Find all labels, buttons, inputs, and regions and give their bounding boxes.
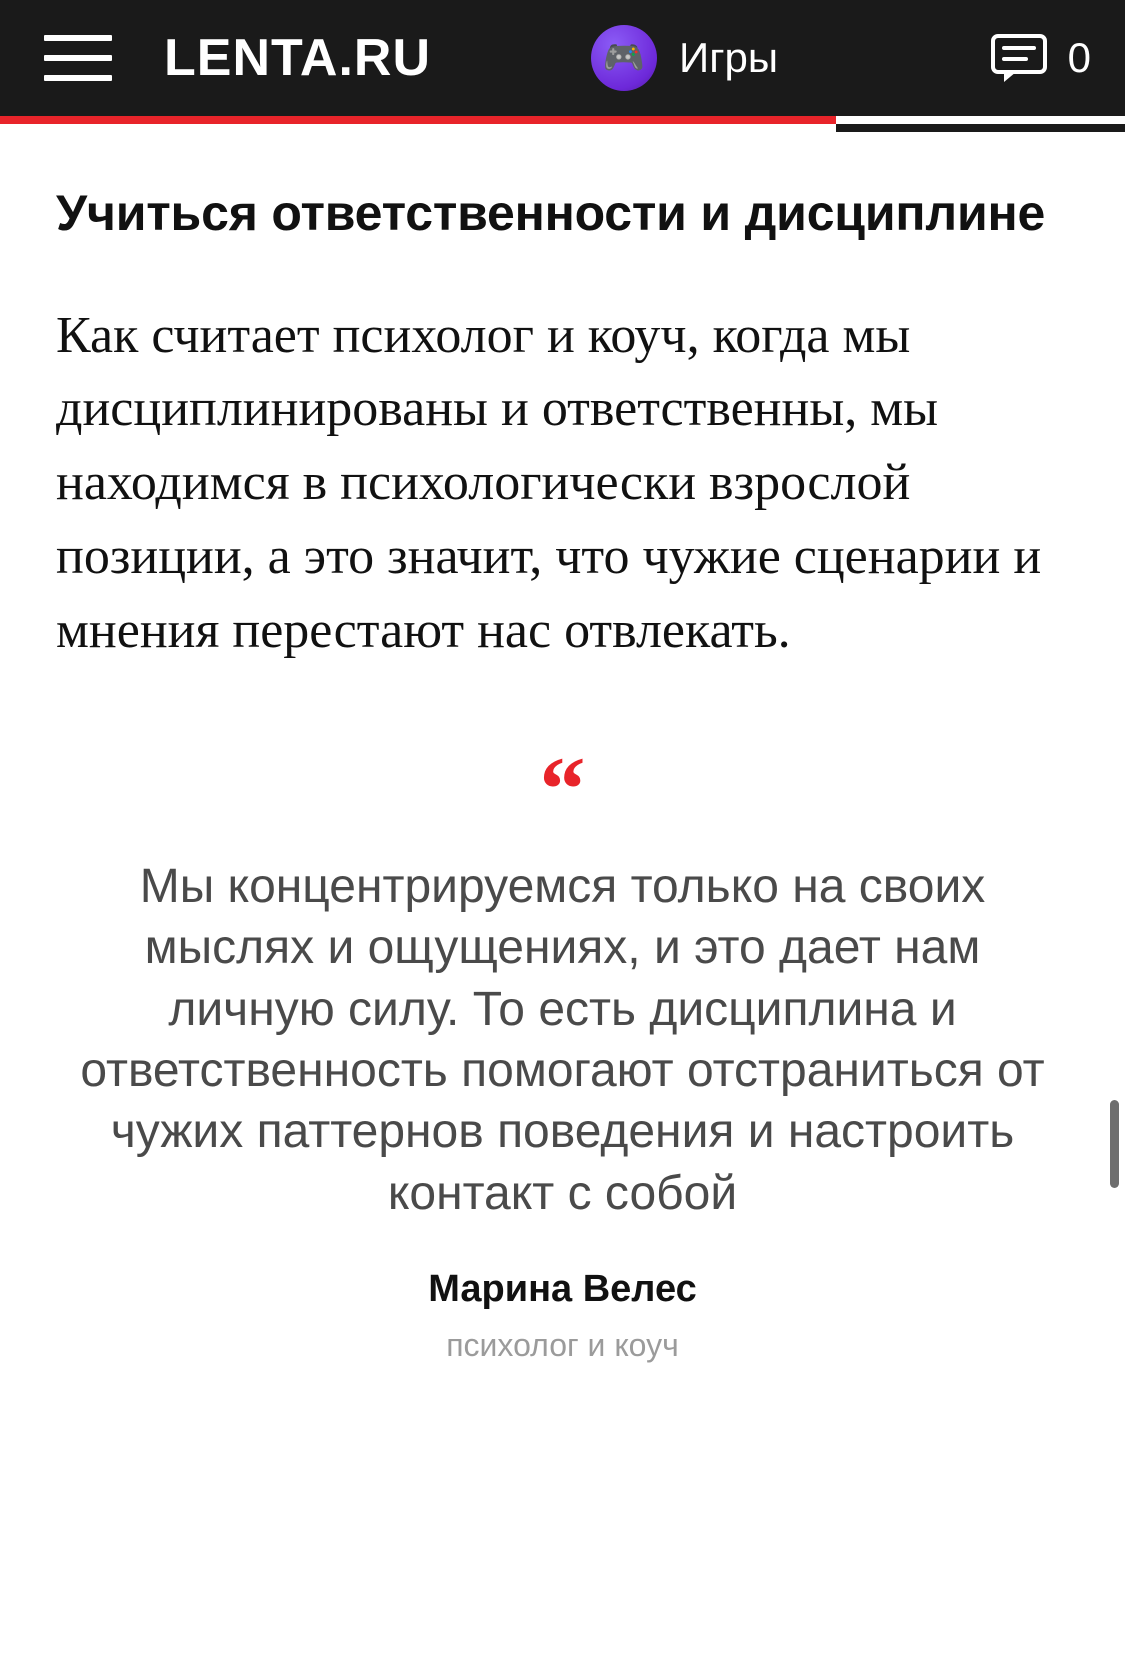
pull-quote	[56, 737, 1069, 1365]
article-paragraph: Как считает психолог и коуч, когда мы дисциплинированы и ответственны, мы находимся в психологически взрослой позиции, а это значит, что чужие сценарии и мнения перестают нас отвлекать.	[56, 306, 1042, 659]
quote-author: Марина Велес	[428, 1268, 697, 1311]
comment-bubble-icon	[990, 33, 1048, 83]
site-header-region	[0, 0, 1125, 124]
quote-author-role: психолог и коуч	[446, 1327, 679, 1364]
games-link-label: Игры	[679, 34, 779, 81]
hamburger-bar	[44, 35, 112, 41]
quote-text: Мы концентрируемся только на своих мыслях и ощущениях, и это дает нам личную силу. То есть дисциплина и ответственность помогают отстраниться от чужих паттернов поведения и настроить контакт с собой	[80, 859, 1045, 1220]
games-link[interactable]	[591, 25, 778, 91]
article-content	[0, 124, 1125, 1364]
site-logo[interactable]: LENTA.RU	[164, 29, 432, 87]
header-underline-remainder	[836, 124, 1125, 132]
hamburger-menu-icon[interactable]	[44, 35, 112, 81]
game-controller-icon	[591, 25, 657, 91]
game-controller-glyph: 🎮	[602, 39, 646, 77]
article-subheading: Учиться ответственности и дисциплине	[56, 185, 1046, 241]
quote-mark-icon: “	[539, 737, 586, 840]
comments-button[interactable]	[990, 33, 1091, 83]
comments-count: 0	[1067, 34, 1091, 81]
site-header	[0, 0, 1125, 116]
page-scrollbar[interactable]	[1110, 1100, 1119, 1188]
header-accent-underline	[0, 116, 836, 124]
hamburger-bar	[44, 75, 112, 81]
hamburger-bar	[44, 55, 112, 61]
